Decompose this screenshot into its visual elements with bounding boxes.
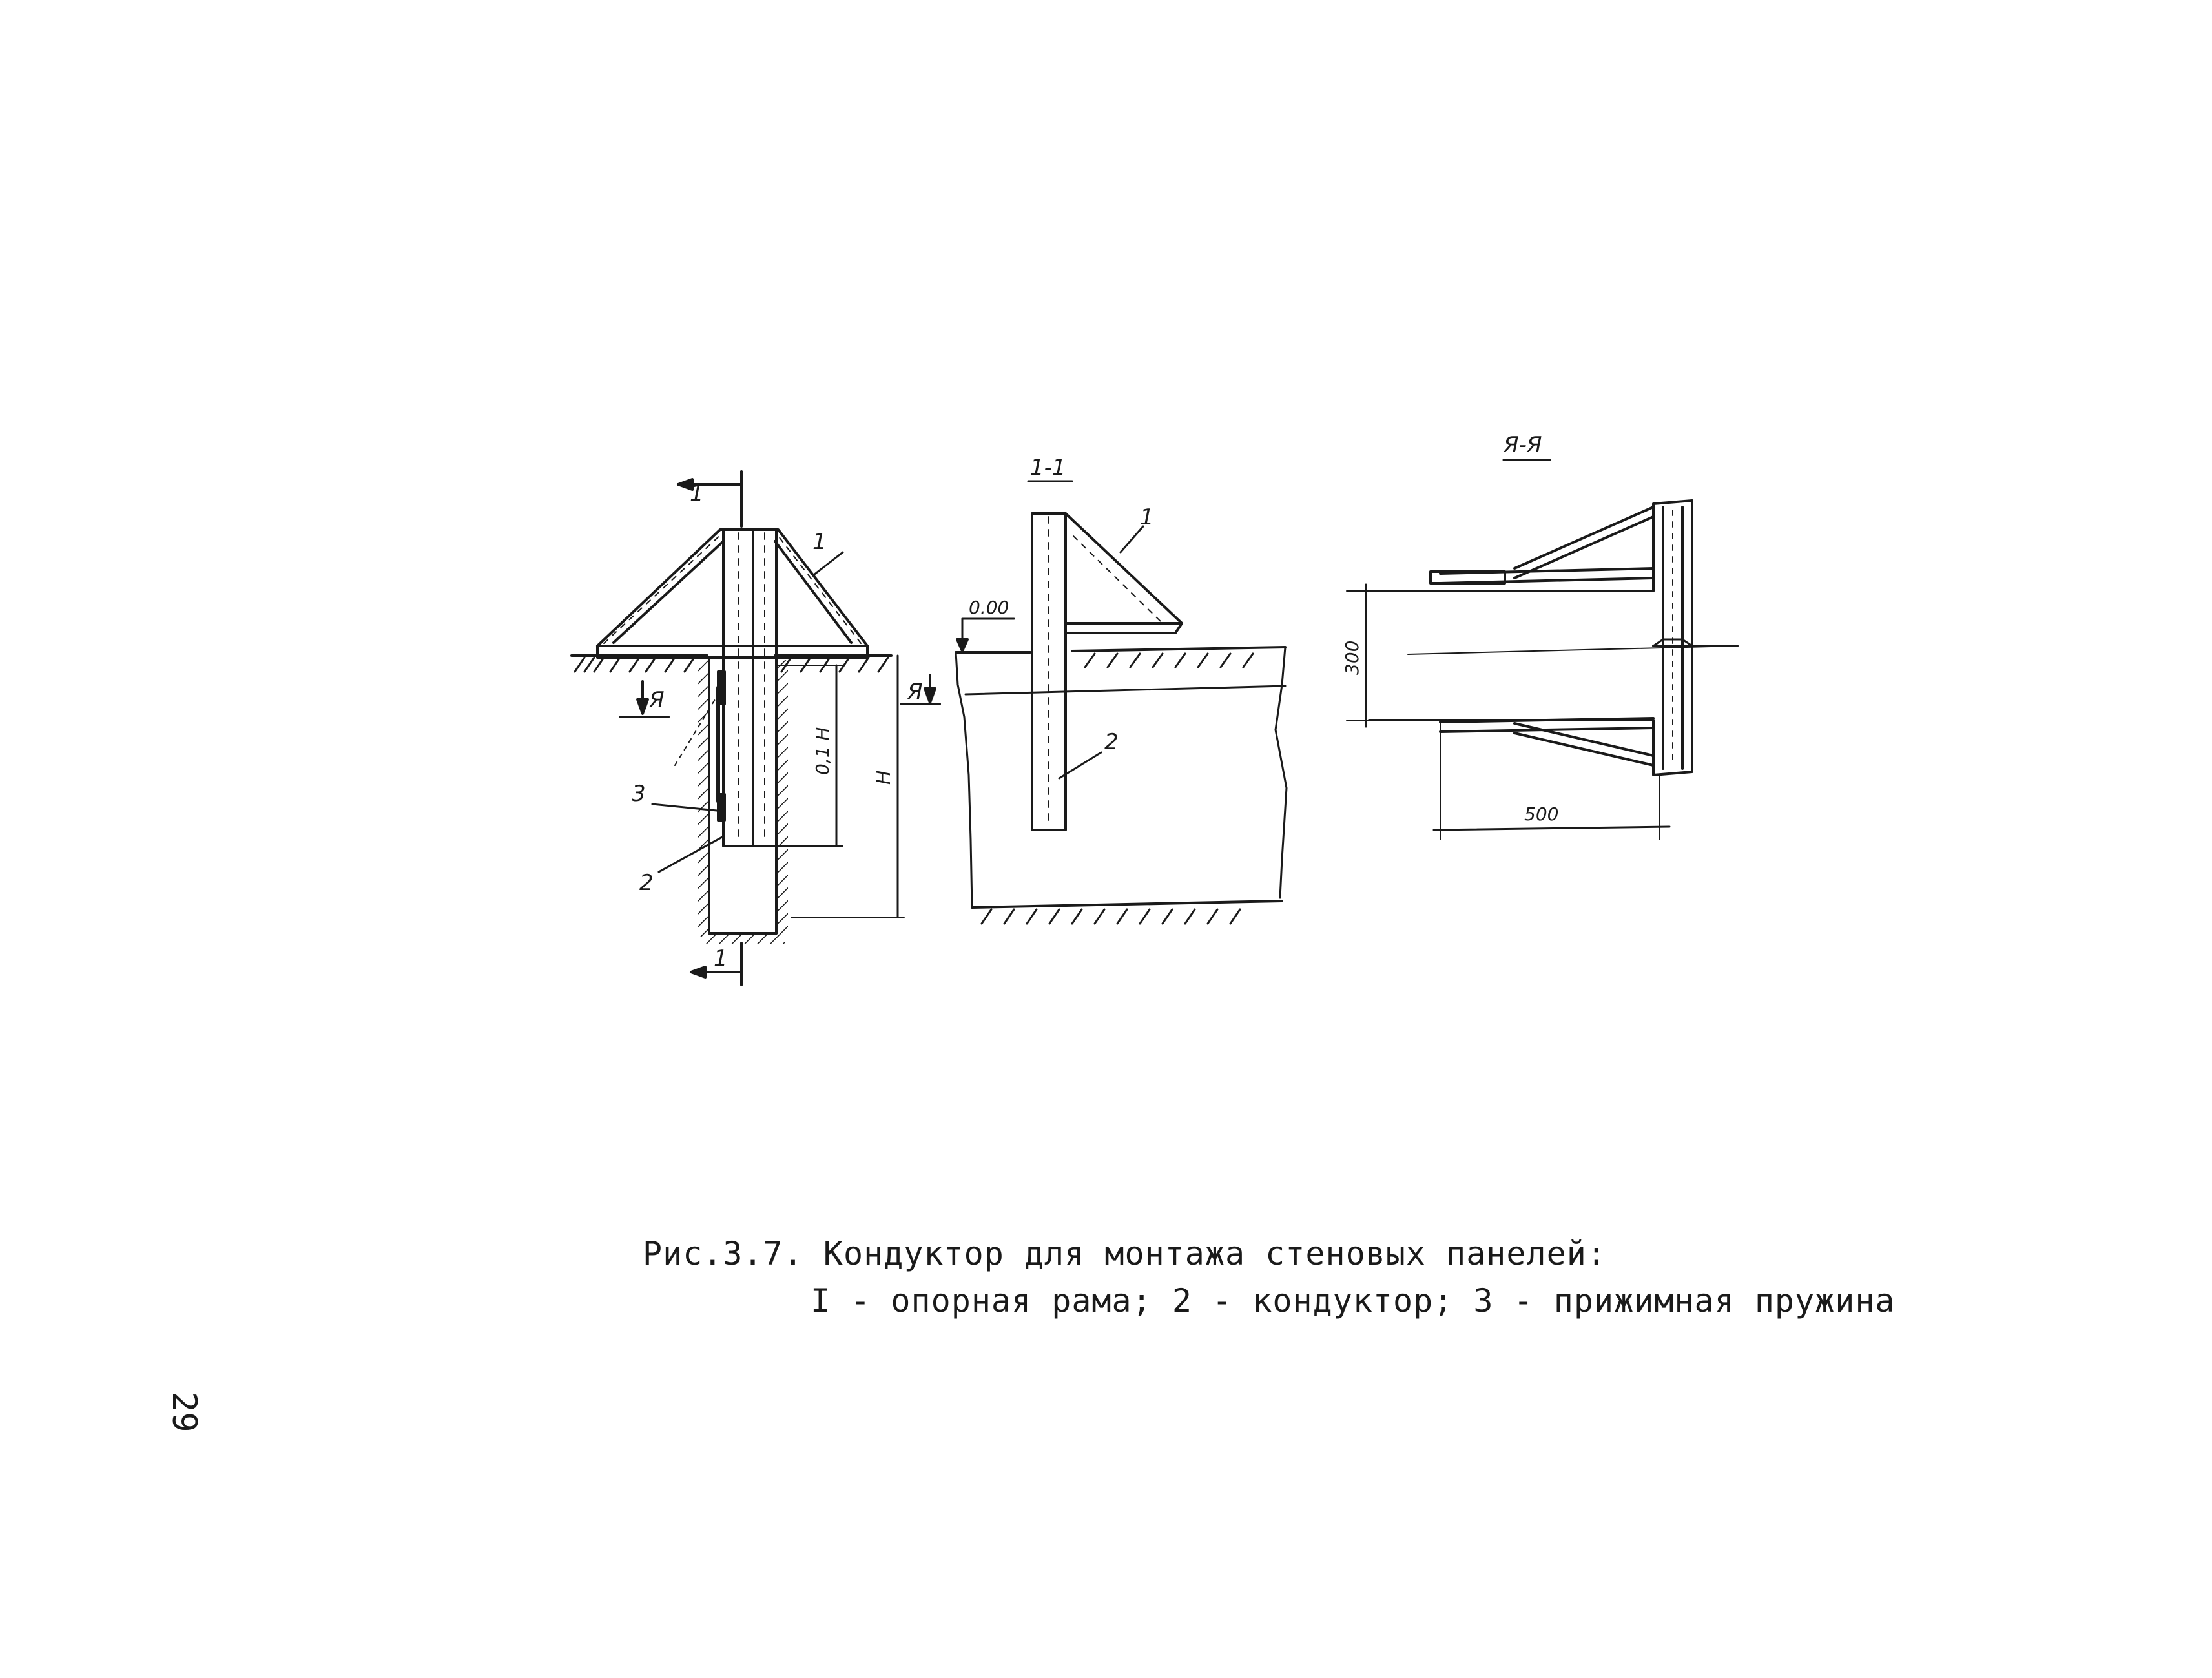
- view-arrow-left-label: Я: [649, 687, 665, 713]
- dim-depth-partial: 0,1 H: [812, 727, 833, 775]
- section-mark-top: 1: [690, 481, 704, 506]
- dim-length: 500: [1524, 803, 1559, 825]
- callout-1-left: 1: [812, 529, 827, 555]
- left-view: [572, 471, 940, 985]
- dim-width: 300: [1341, 640, 1363, 675]
- view-arrow-right-label: Я: [907, 679, 923, 705]
- callout-2-section: 2: [1104, 729, 1119, 755]
- callout-3-left: 3: [632, 781, 646, 807]
- level-mark: 0.00: [969, 597, 1009, 618]
- callout-2-left: 2: [639, 870, 654, 896]
- dim-depth-full: H: [873, 770, 895, 785]
- section-mark-bottom: 1: [714, 946, 728, 971]
- callout-1-section: 1: [1140, 504, 1154, 530]
- figure-caption-legend: I - опорная рама; 2 - кондуктор; 3 - прижимная пружина: [811, 1282, 1896, 1320]
- page-number: 29: [165, 1392, 203, 1433]
- section-title: 1-1: [1030, 455, 1066, 481]
- plan-title: Я-Я: [1504, 432, 1542, 458]
- plan-view: [1347, 460, 1737, 840]
- figure-caption-title: Рис.3.7. Кондуктор для монтажа стеновых панелей:: [643, 1235, 1607, 1272]
- section-view: [956, 481, 1287, 924]
